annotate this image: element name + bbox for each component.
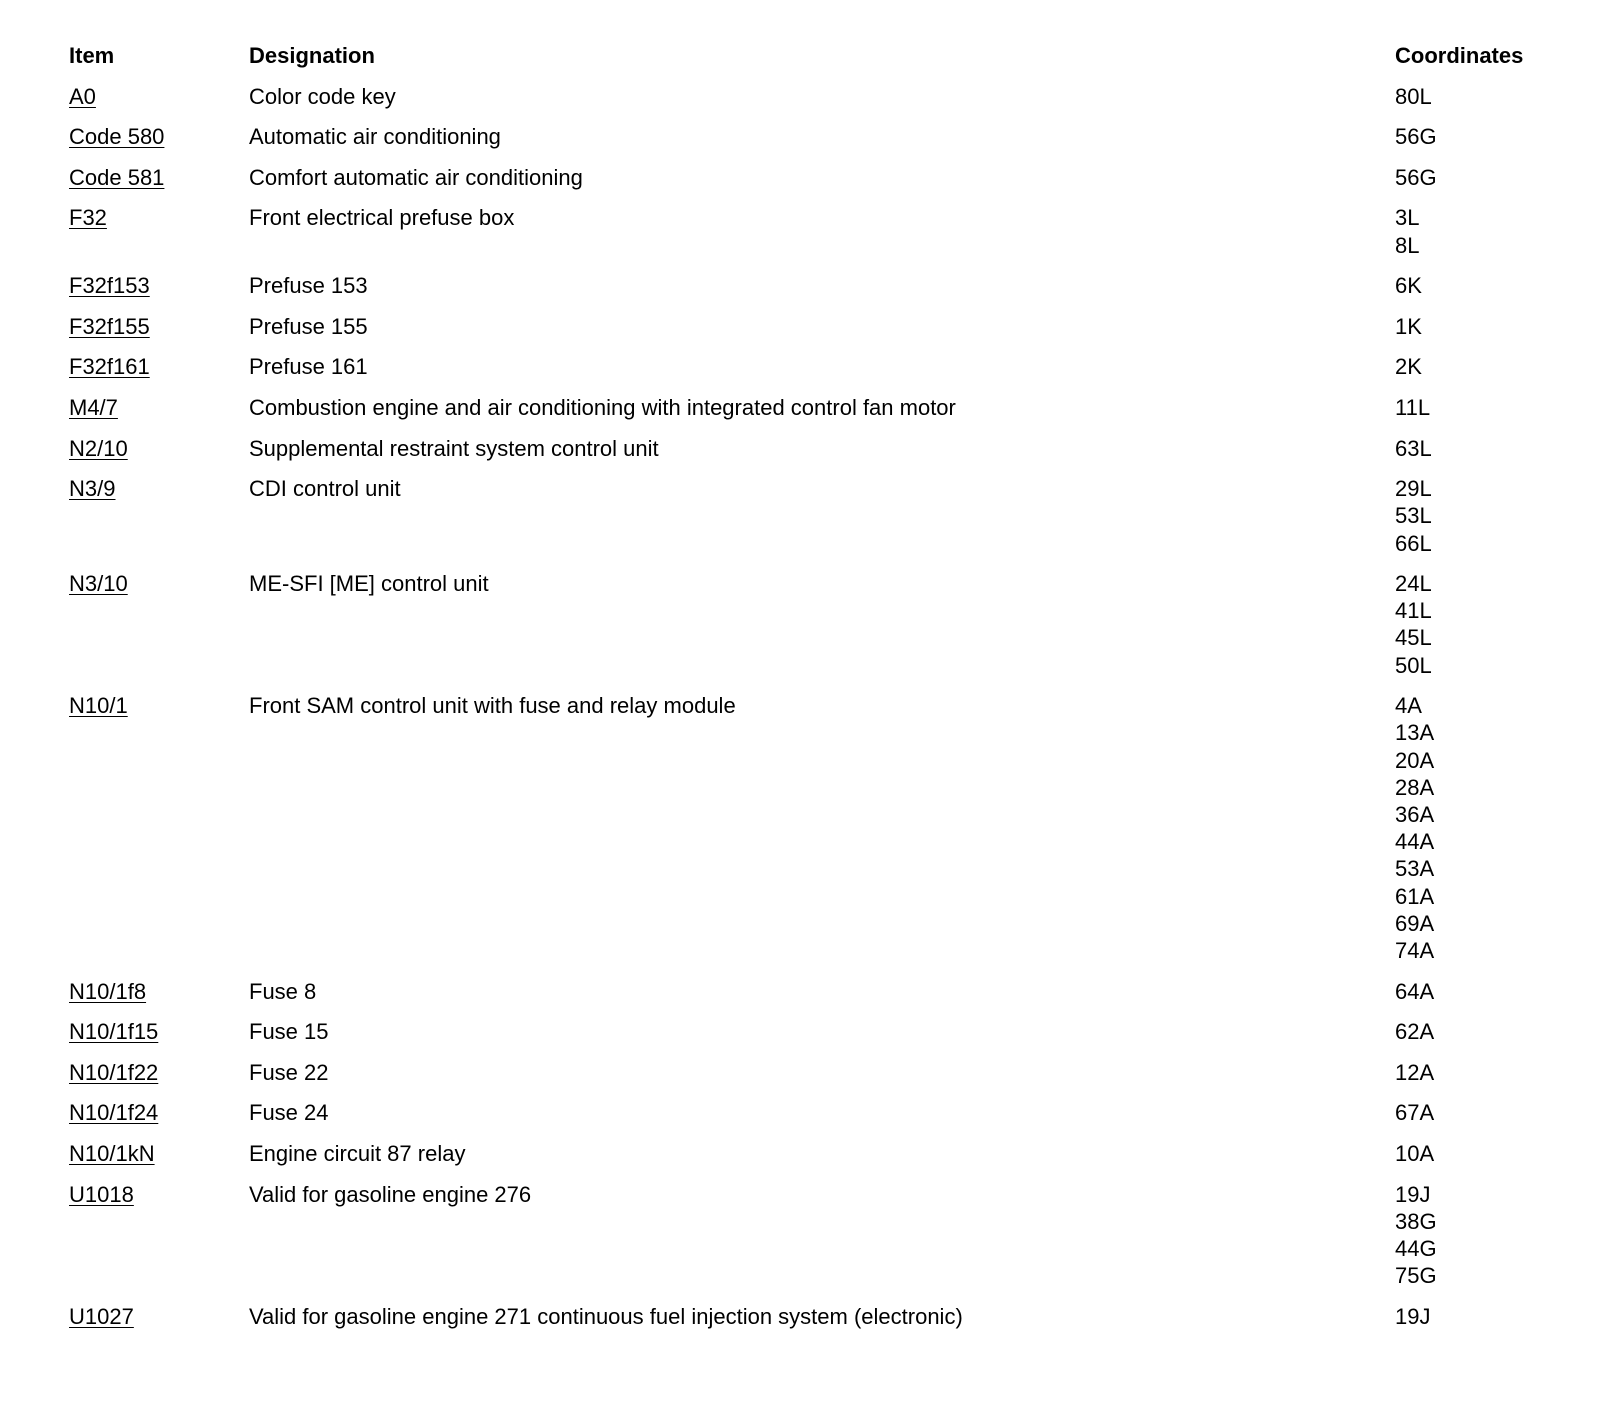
item-link[interactable]: F32 [69,205,107,231]
table-row [69,1093,1549,1134]
coordinate-value: 44A [1395,829,1435,855]
table-body [69,76,1549,1337]
coordinate-value: 20A [1395,747,1435,773]
item-link[interactable]: N10/1f24 [69,1100,159,1126]
designation-cell: Front SAM control unit with fuse and relay module [249,693,736,719]
designation-cell: Prefuse 161 [249,354,368,380]
table-header [69,36,1549,76]
coordinates-cell [1395,1052,1549,1093]
table-row [69,1296,1549,1337]
coordinates-cell [1395,347,1549,388]
coordinate-value: 75G [1395,1263,1437,1289]
coordinate-value: 19J [1395,1181,1431,1207]
item-cell [69,1174,249,1296]
coordinates-cell [1395,1093,1549,1134]
item-cell [69,198,249,266]
coordinate-value: 80L [1395,83,1432,109]
item-cell [69,563,249,685]
item-link[interactable]: A0 [69,83,96,109]
table-row [69,1174,1549,1296]
coordinate-value: 11L [1395,394,1431,420]
coordinate-value: 2K [1395,354,1422,380]
coordinate-value: 24L [1395,571,1432,597]
coordinates-cell [1395,306,1549,347]
item-cell [69,1012,249,1053]
item-link[interactable]: Code 580 [69,124,165,150]
designation-cell: Fuse 24 [249,1100,329,1126]
item-link[interactable]: N3/10 [69,571,128,597]
item-link[interactable]: N10/1 [69,693,128,719]
table-row [69,157,1549,198]
item-link[interactable]: N10/1f15 [69,1019,159,1045]
table-row [69,266,1549,307]
table-row [69,1052,1549,1093]
designation-cell: Engine circuit 87 relay [249,1140,466,1166]
item-cell [69,1052,249,1093]
item-link[interactable]: N3/9 [69,476,116,502]
coordinate-value: 41L [1395,598,1432,624]
designation-cell: Automatic air conditioning [249,124,501,150]
designation-cell: Prefuse 155 [249,313,368,339]
designation-cell: Color code key [249,83,396,109]
item-cell [69,1296,249,1337]
designation-cell: Valid for gasoline engine 271 continuous fuel injection system (electronic) [249,1303,963,1329]
designation-cell: Supplemental restraint system control unit [249,435,659,461]
designation-cell: ME-SFI [ME] control unit [249,571,489,597]
coordinate-value: 36A [1395,802,1435,828]
coordinates-cell [1395,686,1549,971]
coordinates-cell [1395,266,1549,307]
item-cell [69,1133,249,1174]
item-cell [69,1093,249,1134]
item-cell [69,117,249,158]
table-row [69,686,1549,971]
coordinate-value: 74A [1395,938,1435,964]
table-row [69,468,1549,563]
coordinate-value: 56G [1395,124,1437,150]
item-cell [69,76,249,117]
coordinate-value: 45L [1395,625,1432,651]
item-cell [69,306,249,347]
coordinate-value: 12A [1395,1059,1435,1085]
header-designation: Designation [249,43,375,68]
item-link[interactable]: N10/1f8 [69,978,147,1004]
item-cell [69,428,249,469]
designation-cell: Fuse 8 [249,978,317,1004]
table-row [69,347,1549,388]
coordinate-value: 53L [1395,503,1432,529]
coordinates-cell [1395,387,1549,428]
item-link[interactable]: U1027 [69,1303,134,1329]
table-row [69,198,1549,266]
coordinate-value: 64A [1395,978,1435,1004]
table-row [69,387,1549,428]
coordinate-value: 38G [1395,1208,1437,1234]
coordinates-cell [1395,428,1549,469]
coordinate-value: 19J [1395,1303,1431,1329]
designation-cell: Comfort automatic air conditioning [249,164,583,190]
designation-cell: Front electrical prefuse box [249,205,515,231]
coordinate-value: 56G [1395,164,1437,190]
header-item: Item [69,43,115,68]
item-link[interactable]: F32f155 [69,313,150,339]
designation-cell: Valid for gasoline engine 276 [249,1181,532,1207]
item-link[interactable]: N2/10 [69,435,128,461]
coordinates-cell [1395,157,1549,198]
item-cell [69,468,249,563]
coordinate-value: 10A [1395,1140,1435,1166]
item-link[interactable]: F32f153 [69,273,150,299]
item-cell [69,387,249,428]
coordinate-value: 66L [1395,530,1432,556]
coordinates-cell [1395,76,1549,117]
coordinates-cell [1395,1012,1549,1053]
item-link[interactable]: Code 581 [69,164,165,190]
table-row [69,563,1549,685]
item-cell [69,971,249,1012]
table-row [69,117,1549,158]
designation-cell: CDI control unit [249,476,401,502]
item-link[interactable]: M4/7 [69,394,118,420]
coordinate-value: 6K [1395,273,1422,299]
coordinates-cell [1395,563,1549,685]
coordinates-cell [1395,971,1549,1012]
coordinates-cell [1395,198,1549,266]
item-cell [69,686,249,971]
coordinate-value: 28A [1395,774,1435,800]
coordinate-value: 50L [1395,652,1432,678]
coordinates-cell [1395,468,1549,563]
header-coordinates: Coordinates [1395,43,1524,68]
coordinate-value: 13A [1395,720,1435,746]
coordinate-value: 8L [1395,232,1420,258]
item-link[interactable]: F32f161 [69,354,150,380]
coordinates-cell [1395,1133,1549,1174]
coordinate-value: 3L [1395,205,1420,231]
table-row [69,306,1549,347]
table-row [69,1133,1549,1174]
coordinate-value: 44G [1395,1235,1437,1261]
coordinate-value: 4A [1395,693,1422,719]
coordinates-cell [1395,117,1549,158]
coordinate-value: 63L [1395,435,1432,461]
legend-table [69,36,1549,1337]
coordinate-value: 69A [1395,910,1435,936]
item-link[interactable]: U1018 [69,1181,134,1207]
designation-cell: Fuse 15 [249,1019,329,1045]
item-link[interactable]: N10/1kN [69,1140,155,1166]
designation-cell: Combustion engine and air conditioning with integrated control fan motor [249,394,956,420]
coordinate-value: 67A [1395,1100,1435,1126]
item-link[interactable]: N10/1f22 [69,1059,159,1085]
coordinate-value: 29L [1395,476,1432,502]
item-cell [69,157,249,198]
coordinates-cell [1395,1174,1549,1296]
coordinate-value: 53A [1395,856,1435,882]
item-cell [69,266,249,307]
item-cell [69,347,249,388]
coordinate-value: 1K [1395,313,1422,339]
table-row [69,971,1549,1012]
table-row [69,428,1549,469]
table-row [69,1012,1549,1053]
coordinate-value: 62A [1395,1019,1435,1045]
coordinates-cell [1395,1296,1549,1337]
designation-cell: Prefuse 153 [249,273,368,299]
designation-cell: Fuse 22 [249,1059,329,1085]
coordinate-value: 61A [1395,883,1435,909]
table-row [69,76,1549,117]
